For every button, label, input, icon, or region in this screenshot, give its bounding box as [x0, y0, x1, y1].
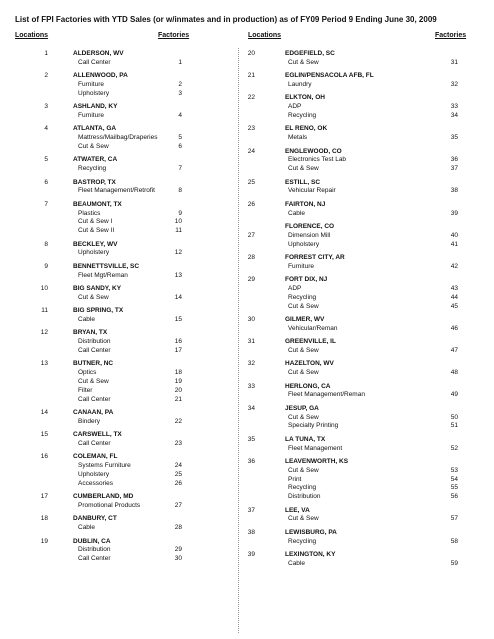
location-name: COLEMAN, FL	[73, 453, 118, 461]
factory-name: Cut & Sew	[288, 165, 319, 173]
location-name: DUBLIN, CA	[73, 537, 111, 545]
location-number: 31	[247, 338, 255, 346]
location-name: ELKTON, OH	[285, 94, 325, 102]
location-name: FLORENCE, CO	[285, 223, 335, 230]
location-number: 35	[247, 435, 255, 443]
factory-number: 31	[450, 58, 458, 66]
factory-name: Call Center	[78, 395, 111, 403]
factory-number: 23	[174, 440, 182, 447]
location-name: EGLIN/PENSACOLA AFB, FL	[285, 72, 374, 80]
location-number: 18	[40, 515, 48, 523]
factory-number: 53	[450, 466, 458, 474]
factory-name: Electronics Test Lab	[288, 156, 347, 164]
location-number: 4	[44, 125, 48, 133]
factory-number: 34	[450, 112, 458, 119]
location-number: 5	[44, 156, 48, 164]
factory-number: 16	[174, 338, 182, 346]
factory-name: Fleet Management/Retrofit	[78, 187, 155, 195]
location-name: BIG SANDY, KY	[73, 285, 122, 292]
location-number: 17	[40, 493, 48, 501]
location-name: ASHLAND, KY	[73, 103, 118, 111]
location-name: JESUP, GA	[285, 404, 319, 412]
factory-name: Cut & Sew	[78, 293, 109, 301]
factories-header-left: Factories	[158, 32, 190, 39]
factory-name: Bindery	[78, 417, 101, 425]
factory-name: Cable	[288, 209, 305, 217]
factory-number: 3	[178, 89, 182, 97]
factory-name: Mattress/Mailbag/Draperies	[78, 134, 158, 142]
factory-name: Distribution	[78, 338, 111, 346]
factory-number: 33	[450, 103, 458, 111]
factory-name: Cable	[288, 559, 305, 567]
factory-name: Call Center	[78, 58, 111, 66]
location-number: 13	[40, 360, 48, 368]
factory-name: Vehicular/Reman	[288, 324, 338, 332]
factory-number: 32	[450, 81, 458, 88]
factory-number: 21	[174, 395, 182, 403]
location-name: EL RENO, OK	[285, 125, 328, 133]
location-name: HERLONG, CA	[285, 382, 331, 390]
location-name: ATWATER, CA	[73, 156, 118, 164]
location-name: LEXINGTON, KY	[285, 551, 336, 558]
factory-name: Call Center	[78, 347, 111, 354]
factory-name: Cable	[78, 524, 95, 532]
factory-number: 55	[450, 484, 458, 492]
factory-name: Cut & Sew	[288, 302, 319, 310]
location-number: 30	[247, 316, 255, 323]
factory-name: Distribution	[288, 493, 321, 501]
location-name: ENGLEWOOD, CO	[285, 147, 342, 155]
factory-name: Upholstery	[288, 240, 320, 248]
factory-number: 57	[450, 515, 458, 523]
factory-name: Upholstery	[78, 471, 110, 478]
factory-name: Plastics	[78, 209, 101, 217]
location-name: LEAVENWORTH, KS	[285, 458, 349, 465]
factory-number: 1	[178, 58, 182, 66]
factory-number: 2	[178, 81, 182, 88]
location-name: LA TUNA, TX	[285, 435, 326, 443]
location-number: 6	[44, 178, 48, 186]
factory-name: Specialty Printing	[288, 422, 339, 430]
factory-number: 29	[174, 546, 182, 554]
factory-name: Laundry	[288, 81, 312, 88]
location-number: 25	[247, 178, 255, 186]
factory-name: Cut & Sew	[288, 58, 319, 66]
factory-number: 7	[178, 165, 182, 173]
location-number: 37	[247, 506, 255, 514]
factory-name: Recycling	[288, 537, 317, 545]
factory-number: 47	[450, 347, 458, 354]
factory-name: Furniture	[78, 81, 105, 88]
location-number: 9	[44, 262, 48, 270]
location-name: CANAAN, PA	[73, 409, 114, 416]
factory-number: 54	[450, 475, 458, 483]
factory-number: 46	[450, 324, 458, 332]
factory-number: 22	[174, 417, 182, 425]
factory-name: ADP	[288, 103, 302, 111]
factory-number: 42	[450, 262, 458, 270]
factory-number: 45	[450, 302, 458, 310]
factory-number: 28	[174, 524, 182, 532]
factory-name: Cable	[78, 316, 95, 323]
location-name: DANBURY, CT	[73, 515, 117, 523]
factory-number: 49	[450, 391, 458, 399]
factory-name: Recycling	[288, 484, 317, 492]
factory-number: 20	[174, 386, 182, 394]
location-number: 7	[44, 200, 48, 208]
factory-number: 58	[450, 537, 458, 545]
location-name: BIG SPRING, TX	[73, 307, 124, 315]
location-number: 28	[247, 254, 255, 261]
location-name: GILMER, WV	[285, 316, 325, 323]
factory-number: 9	[178, 209, 182, 217]
factory-number: 43	[450, 285, 458, 292]
location-number: 2	[44, 72, 48, 80]
location-name: BEAUMONT, TX	[73, 200, 122, 208]
factory-name: ADP	[288, 285, 302, 292]
factory-number: 18	[174, 369, 182, 377]
location-name: CUMBERLAND, MD	[73, 493, 134, 501]
location-number: 24	[247, 147, 255, 155]
factory-number: 17	[174, 347, 182, 354]
factories-header-right: Factories	[435, 32, 467, 39]
location-number: 15	[40, 431, 48, 439]
factory-number: 56	[450, 493, 458, 501]
location-number: 10	[40, 285, 48, 292]
location-number: 14	[40, 409, 48, 416]
location-name: FORREST CITY, AR	[285, 254, 345, 261]
factory-name: Vehicular Repair	[288, 187, 336, 195]
location-number: 16	[40, 453, 48, 461]
factory-number: 39	[450, 209, 458, 217]
factory-name: Cut & Sew	[288, 413, 319, 421]
location-name: ATLANTA, GA	[73, 125, 117, 133]
location-number: 29	[247, 276, 255, 284]
location-number: 27	[247, 231, 255, 239]
factory-name: Distribution	[78, 546, 111, 554]
factory-name: Print	[288, 475, 302, 483]
factory-number: 40	[450, 231, 458, 239]
location-name: ESTILL, SC	[285, 178, 321, 186]
locations-header-left: Locations	[15, 32, 49, 39]
location-number: 12	[40, 329, 48, 337]
factory-number: 41	[450, 240, 458, 248]
factory-number: 10	[174, 218, 182, 226]
factory-number: 36	[450, 156, 458, 164]
factory-number: 11	[175, 227, 182, 235]
location-name: BENNETTSVILLE, SC	[73, 262, 140, 270]
factory-number: 26	[174, 479, 182, 487]
location-name: GREENVILLE, IL	[285, 338, 336, 346]
location-number: 33	[247, 382, 255, 390]
factory-name: Cut & Sew	[288, 347, 319, 354]
location-number: 34	[247, 404, 255, 412]
factory-number: 52	[450, 444, 458, 452]
location-number: 11	[41, 307, 48, 315]
factory-name: Cut & Sew	[288, 466, 319, 474]
location-number: 38	[247, 528, 255, 536]
factory-name: Cut & Sew	[288, 369, 319, 377]
factory-name: Dimension Mill	[288, 231, 331, 239]
location-number: 20	[247, 50, 255, 57]
location-name: BUTNER, NC	[73, 360, 114, 368]
factory-name: Furniture	[288, 262, 315, 270]
location-name: ALDERSON, WV	[73, 50, 124, 57]
factory-number: 44	[450, 293, 458, 301]
factory-name: Cut & Sew	[78, 143, 109, 150]
location-number: 3	[44, 103, 48, 111]
factory-name: Recycling	[78, 165, 107, 173]
location-number: 32	[247, 360, 255, 368]
factory-name: Cut & Sew	[288, 515, 319, 523]
factory-number: 5	[178, 134, 182, 142]
factory-number: 24	[174, 462, 182, 470]
factory-name: Metals	[288, 134, 308, 142]
factory-number: 14	[174, 293, 182, 301]
factory-name: Filter	[78, 386, 93, 394]
location-name: BASTROP, TX	[73, 178, 116, 186]
factory-name: Promotional Products	[78, 502, 141, 509]
location-number: 36	[247, 458, 255, 465]
locations-header-right: Locations	[248, 32, 282, 39]
factory-name: Recycling	[288, 112, 317, 119]
location-name: HAZELTON, WV	[285, 360, 334, 368]
factory-number: 4	[178, 112, 182, 119]
location-number: 26	[247, 200, 255, 208]
factory-number: 8	[178, 187, 182, 195]
factory-name: Fleet Mgt/Reman	[78, 271, 128, 279]
factory-name: Fleet Management/Reman	[288, 391, 365, 399]
factory-name: Accessories	[78, 479, 114, 487]
factory-number: 15	[174, 316, 182, 323]
location-name: LEWISBURG, PA	[285, 528, 337, 536]
page-title: List of FPI Factories with YTD Sales (or w/inmates and in production) as of FY09 Period 9 Ending June 30, 2009	[15, 15, 437, 24]
factory-name: Upholstery	[78, 249, 110, 257]
factory-number: 30	[174, 555, 182, 563]
factory-name: Call Center	[78, 440, 111, 447]
location-number: 21	[247, 72, 255, 80]
location-name: FORT DIX, NJ	[285, 276, 328, 284]
location-name: EDGEFIELD, SC	[285, 50, 335, 57]
factory-name: Fleet Management	[288, 444, 343, 452]
factory-number: 27	[174, 502, 182, 509]
factory-number: 6	[178, 143, 182, 150]
factory-number: 13	[174, 271, 182, 279]
factory-name: Cut & Sew II	[78, 227, 115, 235]
factory-number: 38	[450, 187, 458, 195]
location-name: LEE, VA	[285, 506, 310, 514]
location-number: 23	[247, 125, 255, 133]
factory-number: 25	[174, 471, 182, 478]
location-number: 1	[44, 50, 48, 57]
location-name: FAIRTON, NJ	[285, 200, 326, 208]
factory-number: 50	[450, 413, 458, 421]
factory-name: Cut & Sew I	[78, 218, 113, 226]
location-name: CARSWELL, TX	[73, 431, 122, 439]
factory-number: 12	[174, 249, 182, 257]
location-number: 8	[44, 240, 48, 248]
location-name: BRYAN, TX	[73, 329, 108, 337]
location-name: BECKLEY, WV	[73, 240, 118, 248]
factory-name: Recycling	[288, 293, 317, 301]
factory-name: Cut & Sew	[78, 378, 109, 385]
factory-name: Call Center	[78, 555, 111, 563]
factory-number: 37	[450, 165, 458, 173]
factory-number: 59	[450, 559, 458, 567]
factory-number: 48	[450, 369, 458, 377]
factory-number: 35	[450, 134, 458, 142]
factory-name: Optics	[78, 369, 97, 377]
location-number: 22	[247, 94, 255, 102]
location-number: 39	[247, 551, 255, 558]
factory-number: 19	[174, 378, 182, 385]
factory-number: 51	[450, 422, 458, 430]
location-name: ALLENWOOD, PA	[73, 72, 128, 80]
factory-name: Furniture	[78, 112, 105, 119]
factory-name: Systems Furniture	[78, 462, 131, 470]
location-number: 19	[40, 537, 48, 545]
factory-name: Upholstery	[78, 89, 110, 97]
